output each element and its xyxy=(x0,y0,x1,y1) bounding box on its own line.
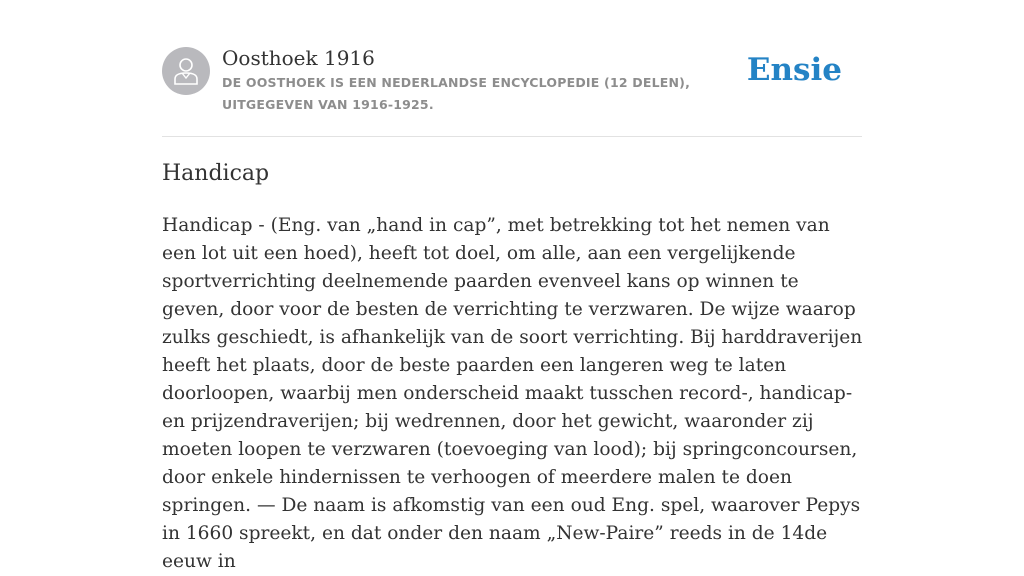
source-description: DE OOSTHOEK IS EEN NEDERLANDSE ENCYCLOPEDIE (12 DELEN), UITGEGEVEN VAN 1916-1925. xyxy=(222,75,691,112)
user-icon xyxy=(173,57,199,85)
source-header xyxy=(162,0,862,137)
ensie-logo[interactable]: Ensie xyxy=(746,52,842,88)
page xyxy=(162,0,863,572)
source-title[interactable]: Oosthoek 1916 xyxy=(222,46,375,70)
article-title: Handicap xyxy=(162,161,270,186)
article-body: Handicap - (Eng. van „hand in cap”, met betrekking tot het nemen van een lot uit een hoed), heeft tot doel, om alle, aan een vergelijkende sportverrichting deelnemende paarden evenveel kans op winnen te geven, door voor de besten de verrichting te verzwaren. De wijze waarop zulks geschiedt, is afhankelijk van de soort verrichting. Bij harddraverijen heeft het plaats, door de beste paarden een langeren weg te laten doorloopen, waarbij men onderscheid maakt tusschen record-, handicap- en prijzendraverijen; bij wedrennen, door het gewicht, waaronder zij moeten loopen te verzwaren (toevoeging van lood); bij springconcoursen, door enkele hindernissen te verhoogen of meerdere malen te doen springen. — De naam is afkomstig van een oud Eng. spel, waarover Pepys in 1660 spreekt, en dat onder den naam „New-Paire” reeds in de 14de eeuw in xyxy=(162,215,863,572)
avatar[interactable] xyxy=(162,47,210,95)
